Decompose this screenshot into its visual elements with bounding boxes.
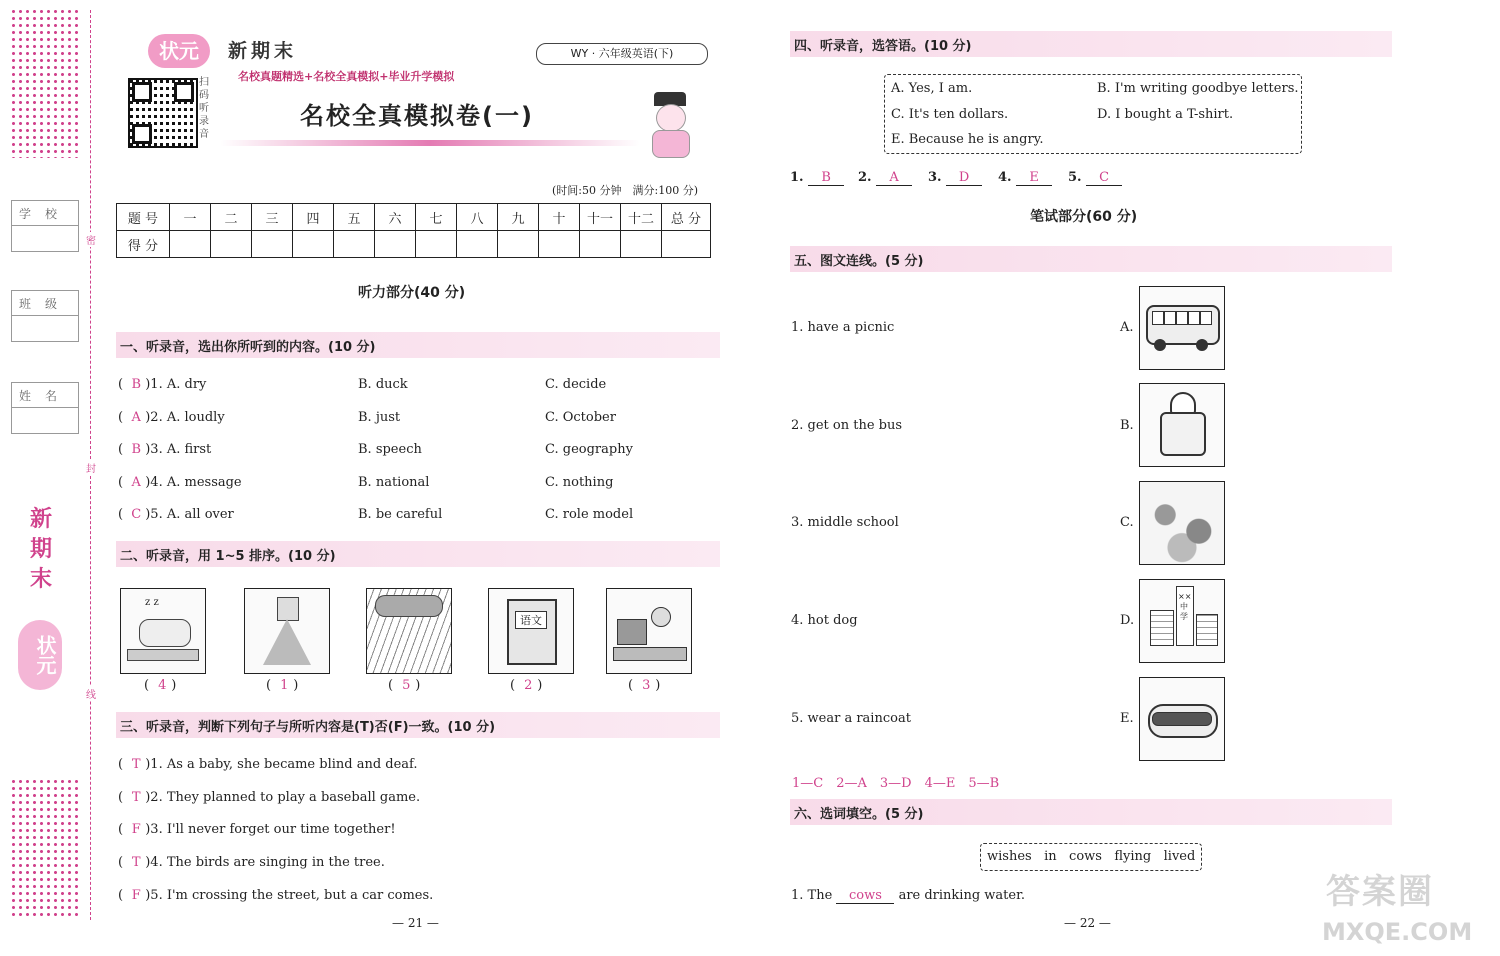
s4-answer-5 (1068, 170, 1122, 186)
s5-letter-d: D. (1120, 613, 1135, 628)
word-bank-item: cows (1069, 849, 1102, 864)
s1-answer[interactable]: C (131, 507, 142, 522)
s3-sentence: 1. As a baby, she became blind and deaf. (150, 757, 418, 772)
s6-q1-blank[interactable]: cows (836, 888, 894, 904)
s1-option-c: C. geography (545, 442, 633, 457)
section-5-header (790, 246, 1392, 272)
s4-option-a: A. Yes, I am. (891, 81, 973, 96)
s4-answer-num: 5. (1068, 170, 1082, 185)
s4-answer-4 (998, 170, 1052, 186)
series-title: 新期末 (228, 40, 298, 62)
score-cell[interactable] (334, 231, 375, 258)
s3-answer[interactable]: T (131, 790, 141, 805)
score-cell[interactable] (621, 231, 662, 258)
score-header-cell: 三 (252, 204, 293, 231)
page-number-right: — 22 — (1064, 916, 1111, 930)
s5-phrase-1[interactable]: 1. have a picnic (791, 320, 895, 335)
book-label: 语文 (515, 611, 547, 629)
seal-mark-xian: 线 (86, 686, 96, 701)
word-bank-item: in (1044, 849, 1057, 864)
word-bank-item: flying (1114, 849, 1152, 864)
bus-picture[interactable] (1139, 286, 1225, 370)
school-label: 学校 (18, 207, 71, 221)
s3-answer[interactable]: F (131, 888, 141, 903)
score-header-cell: 十二 (621, 204, 662, 231)
s2-answer-value[interactable]: 3 (642, 678, 651, 693)
score-header-cell: 七 (416, 204, 457, 231)
score-header-cell: 一 (170, 204, 211, 231)
s1-option-c: C. nothing (545, 475, 614, 490)
s1-item: ( A )2. A. loudly (118, 410, 225, 425)
s1-option-a: A. dry (166, 377, 207, 392)
s4-answer-1 (790, 170, 844, 186)
score-cell[interactable] (211, 231, 252, 258)
exam-title: 名校全真模拟卷(一) (300, 102, 534, 130)
score-header-cell: 总 分 (662, 204, 711, 231)
s6-q1-suffix: are drinking water. (898, 888, 1025, 903)
s5-phrase-3[interactable]: 3. middle school (791, 515, 899, 530)
s3-sentence: 3. I'll never forget our time together! (150, 822, 396, 837)
s3-item: ( F )3. I'll never forget our time together! (118, 822, 396, 837)
s4-options-box (884, 74, 1302, 154)
watermark-url: MXQE.COM (1322, 918, 1473, 946)
s2-answer-4: ( 2 ) (510, 678, 543, 693)
school-sign: ××中学 (1178, 592, 1192, 621)
s1-option-b: B. national (358, 475, 430, 490)
qr-hint: 扫码听录音 (199, 77, 209, 140)
picnic-picture[interactable] (1139, 481, 1225, 565)
s1-answer[interactable]: A (131, 410, 141, 425)
score-value-row (117, 231, 711, 258)
s4-option-c: C. It's ten dollars. (891, 107, 1009, 122)
s2-answer-3: ( 5 ) (388, 678, 421, 693)
section-4-header (790, 31, 1392, 57)
section-3-title: 三、听录音，判断下列句子与所听内容是(T)否(F)一致。(10 分) (120, 720, 496, 735)
s2-answer-1: ( 4 ) (144, 678, 177, 693)
s1-answer[interactable]: A (131, 475, 141, 490)
computer-boy-picture (606, 588, 692, 674)
s1-option-c: C. October (545, 410, 616, 425)
score-cell[interactable] (416, 231, 457, 258)
word-bank (980, 843, 1202, 871)
score-cell[interactable] (498, 231, 539, 258)
s4-answer-2 (858, 170, 912, 186)
s5-letter-b: B. (1120, 418, 1134, 433)
rain-picture (366, 588, 452, 674)
s2-answer-value[interactable]: 5 (402, 678, 411, 693)
time-info: (时间:50 分钟 满分:100 分) (552, 184, 698, 197)
s2-answer-5: ( 3 ) (628, 678, 661, 693)
s3-sentence: 2. They planned to play a baseball game. (150, 790, 421, 805)
score-header-cell: 八 (457, 204, 498, 231)
score-cell[interactable] (457, 231, 498, 258)
page-number-left: — 21 — (392, 916, 439, 930)
s4-answer-blank[interactable]: E (1016, 170, 1052, 186)
section-6-header (790, 799, 1392, 825)
s4-option-b: B. I'm writing goodbye letters. (1097, 81, 1299, 96)
s1-option-c: C. role model (545, 507, 634, 522)
score-cell[interactable] (539, 231, 580, 258)
score-header-row (117, 204, 711, 231)
score-cell[interactable] (252, 231, 293, 258)
s1-answer[interactable]: B (131, 377, 141, 392)
s5-letter-c: C. (1120, 515, 1134, 530)
s2-answer-value[interactable]: 4 (158, 678, 167, 693)
s2-answer-value[interactable]: 2 (524, 678, 533, 693)
s4-option-d: D. I bought a T-shirt. (1097, 107, 1234, 122)
s1-option-b: B. just (358, 410, 401, 425)
s1-num: 3. (150, 442, 163, 457)
s1-num: 5. (150, 507, 163, 522)
class-field[interactable] (11, 290, 79, 342)
s3-item: ( T )2. They planned to play a baseball game. (118, 790, 421, 805)
s3-item: ( T )4. The birds are singing in the tree. (118, 855, 385, 870)
s4-answer-num: 4. (998, 170, 1012, 185)
s4-answer-3 (928, 170, 982, 186)
name-field[interactable] (11, 382, 79, 434)
section-1-title: 一、听录音，选出你所听到的内容。(10 分) (120, 340, 376, 355)
score-table (116, 203, 711, 258)
school-picture[interactable] (1139, 579, 1225, 663)
s6-q1-prefix: 1. The (791, 888, 833, 903)
s3-sentence: 5. I'm crossing the street, but a car comes. (150, 888, 434, 903)
dot-pattern-top (10, 8, 82, 158)
written-title: 笔试部分(60 分) (1030, 209, 1138, 225)
s1-option-b: B. be careful (358, 507, 443, 522)
section-1-header (116, 332, 720, 358)
word-bank-item: lived (1163, 849, 1196, 864)
score-cell[interactable] (170, 231, 211, 258)
s1-item: ( C )5. A. all over (118, 507, 234, 522)
section-5-title: 五、图文连线。(5 分) (794, 254, 924, 269)
s1-option-a: A. all over (166, 507, 234, 522)
s4-option-e: E. Because he is angry. (891, 132, 1044, 147)
section-3-header (116, 712, 720, 738)
chinese-book-picture (488, 588, 574, 674)
s4-answer-blank[interactable]: D (946, 170, 982, 186)
s3-item: ( F )5. I'm crossing the street, but a car comes. (118, 888, 434, 903)
section-2-title: 二、听录音，用 1~5 排序。(10 分) (120, 549, 336, 564)
s4-answer-num: 2. (858, 170, 872, 185)
section-2-header (116, 541, 720, 567)
class-label: 班级 (18, 297, 71, 311)
s1-option-a: A. loudly (166, 410, 225, 425)
raincoat-picture[interactable] (1139, 383, 1225, 467)
s5-answer: 1—C 2—A 3—D 4—E 5—B (792, 776, 1000, 791)
s2-answer-value[interactable]: 1 (280, 678, 289, 693)
title-swoosh (220, 140, 640, 146)
score-header-cell: 十 (539, 204, 580, 231)
s2-answer-2: ( 1 ) (266, 678, 299, 693)
seal-mark-feng: 封 (86, 460, 96, 475)
score-header-cell: 六 (375, 204, 416, 231)
s5-letter-a: A. (1120, 320, 1134, 335)
section-4-title: 四、听录音，选答语。(10 分) (794, 39, 972, 54)
s5-letter-e: E. (1120, 711, 1134, 726)
score-cell[interactable] (293, 231, 334, 258)
s3-item: ( T )1. As a baby, she became blind and deaf. (118, 757, 418, 772)
score-row-label: 得 分 (117, 231, 170, 258)
brand-logo: 状元 (148, 34, 210, 68)
score-cell[interactable] (662, 231, 711, 258)
side-series-logo: 新期末 (29, 507, 52, 592)
s3-answer[interactable]: T (131, 855, 141, 870)
s3-answer[interactable]: T (131, 757, 141, 772)
listening-title: 听力部分(40 分) (358, 285, 466, 301)
s5-phrase-5[interactable]: 5. wear a raincoat (791, 711, 911, 726)
s1-option-c: C. decide (545, 377, 607, 392)
s4-answer-num: 1. (790, 170, 804, 185)
word-bank-item: wishes (987, 849, 1032, 864)
section-6-title: 六、选词填空。(5 分) (794, 807, 924, 822)
score-header-cell: 五 (334, 204, 375, 231)
score-cell[interactable] (580, 231, 621, 258)
series-subtitle: 名校真题精选+名校全真模拟+毕业升学模拟 (238, 70, 455, 83)
s1-item: ( A )4. A. message (118, 475, 242, 490)
mascot-icon (642, 92, 698, 158)
school-field[interactable] (11, 200, 79, 252)
s4-answer-blank[interactable]: C (1086, 170, 1122, 186)
s1-item: ( B )1. A. dry (118, 377, 207, 392)
score-header-cell: 十一 (580, 204, 621, 231)
seal-mark-mi: 密 (86, 232, 96, 247)
dot-pattern-bottom (10, 778, 82, 918)
name-label: 姓名 (18, 389, 71, 403)
s5-phrase-4[interactable]: 4. hot dog (791, 613, 858, 628)
score-header-cell: 九 (498, 204, 539, 231)
s3-answer[interactable]: F (131, 822, 141, 837)
s1-num: 2. (150, 410, 163, 425)
score-cell[interactable] (375, 231, 416, 258)
s5-phrase-2[interactable]: 2. get on the bus (791, 418, 903, 433)
s1-option-b: B. speech (358, 442, 422, 457)
s4-answer-blank[interactable]: A (876, 170, 912, 186)
s3-sentence: 4. The birds are singing in the tree. (150, 855, 385, 870)
qr-code[interactable] (128, 78, 198, 148)
sleeping-boy-picture: z z (120, 588, 206, 674)
hotdog-picture[interactable] (1139, 677, 1225, 761)
grade-badge: WY · 六年级英语(下) (536, 43, 708, 65)
score-header-cell: 题 号 (117, 204, 170, 231)
watermark-logo: 答案圈 (1326, 872, 1434, 912)
s4-answer-num: 3. (928, 170, 942, 185)
s6-question-1 (791, 888, 1025, 904)
score-header-cell: 四 (293, 204, 334, 231)
dress-picture (244, 588, 330, 674)
s1-answer[interactable]: B (131, 442, 141, 457)
s1-option-a: A. message (166, 475, 242, 490)
s1-num: 4. (150, 475, 163, 490)
side-brand-logo: 状元 (18, 620, 62, 690)
s1-option-a: A. first (166, 442, 212, 457)
s1-item: ( B )3. A. first (118, 442, 212, 457)
s1-option-b: B. duck (358, 377, 408, 392)
s4-answer-blank[interactable]: B (808, 170, 844, 186)
s1-num: 1. (150, 377, 163, 392)
score-header-cell: 二 (211, 204, 252, 231)
